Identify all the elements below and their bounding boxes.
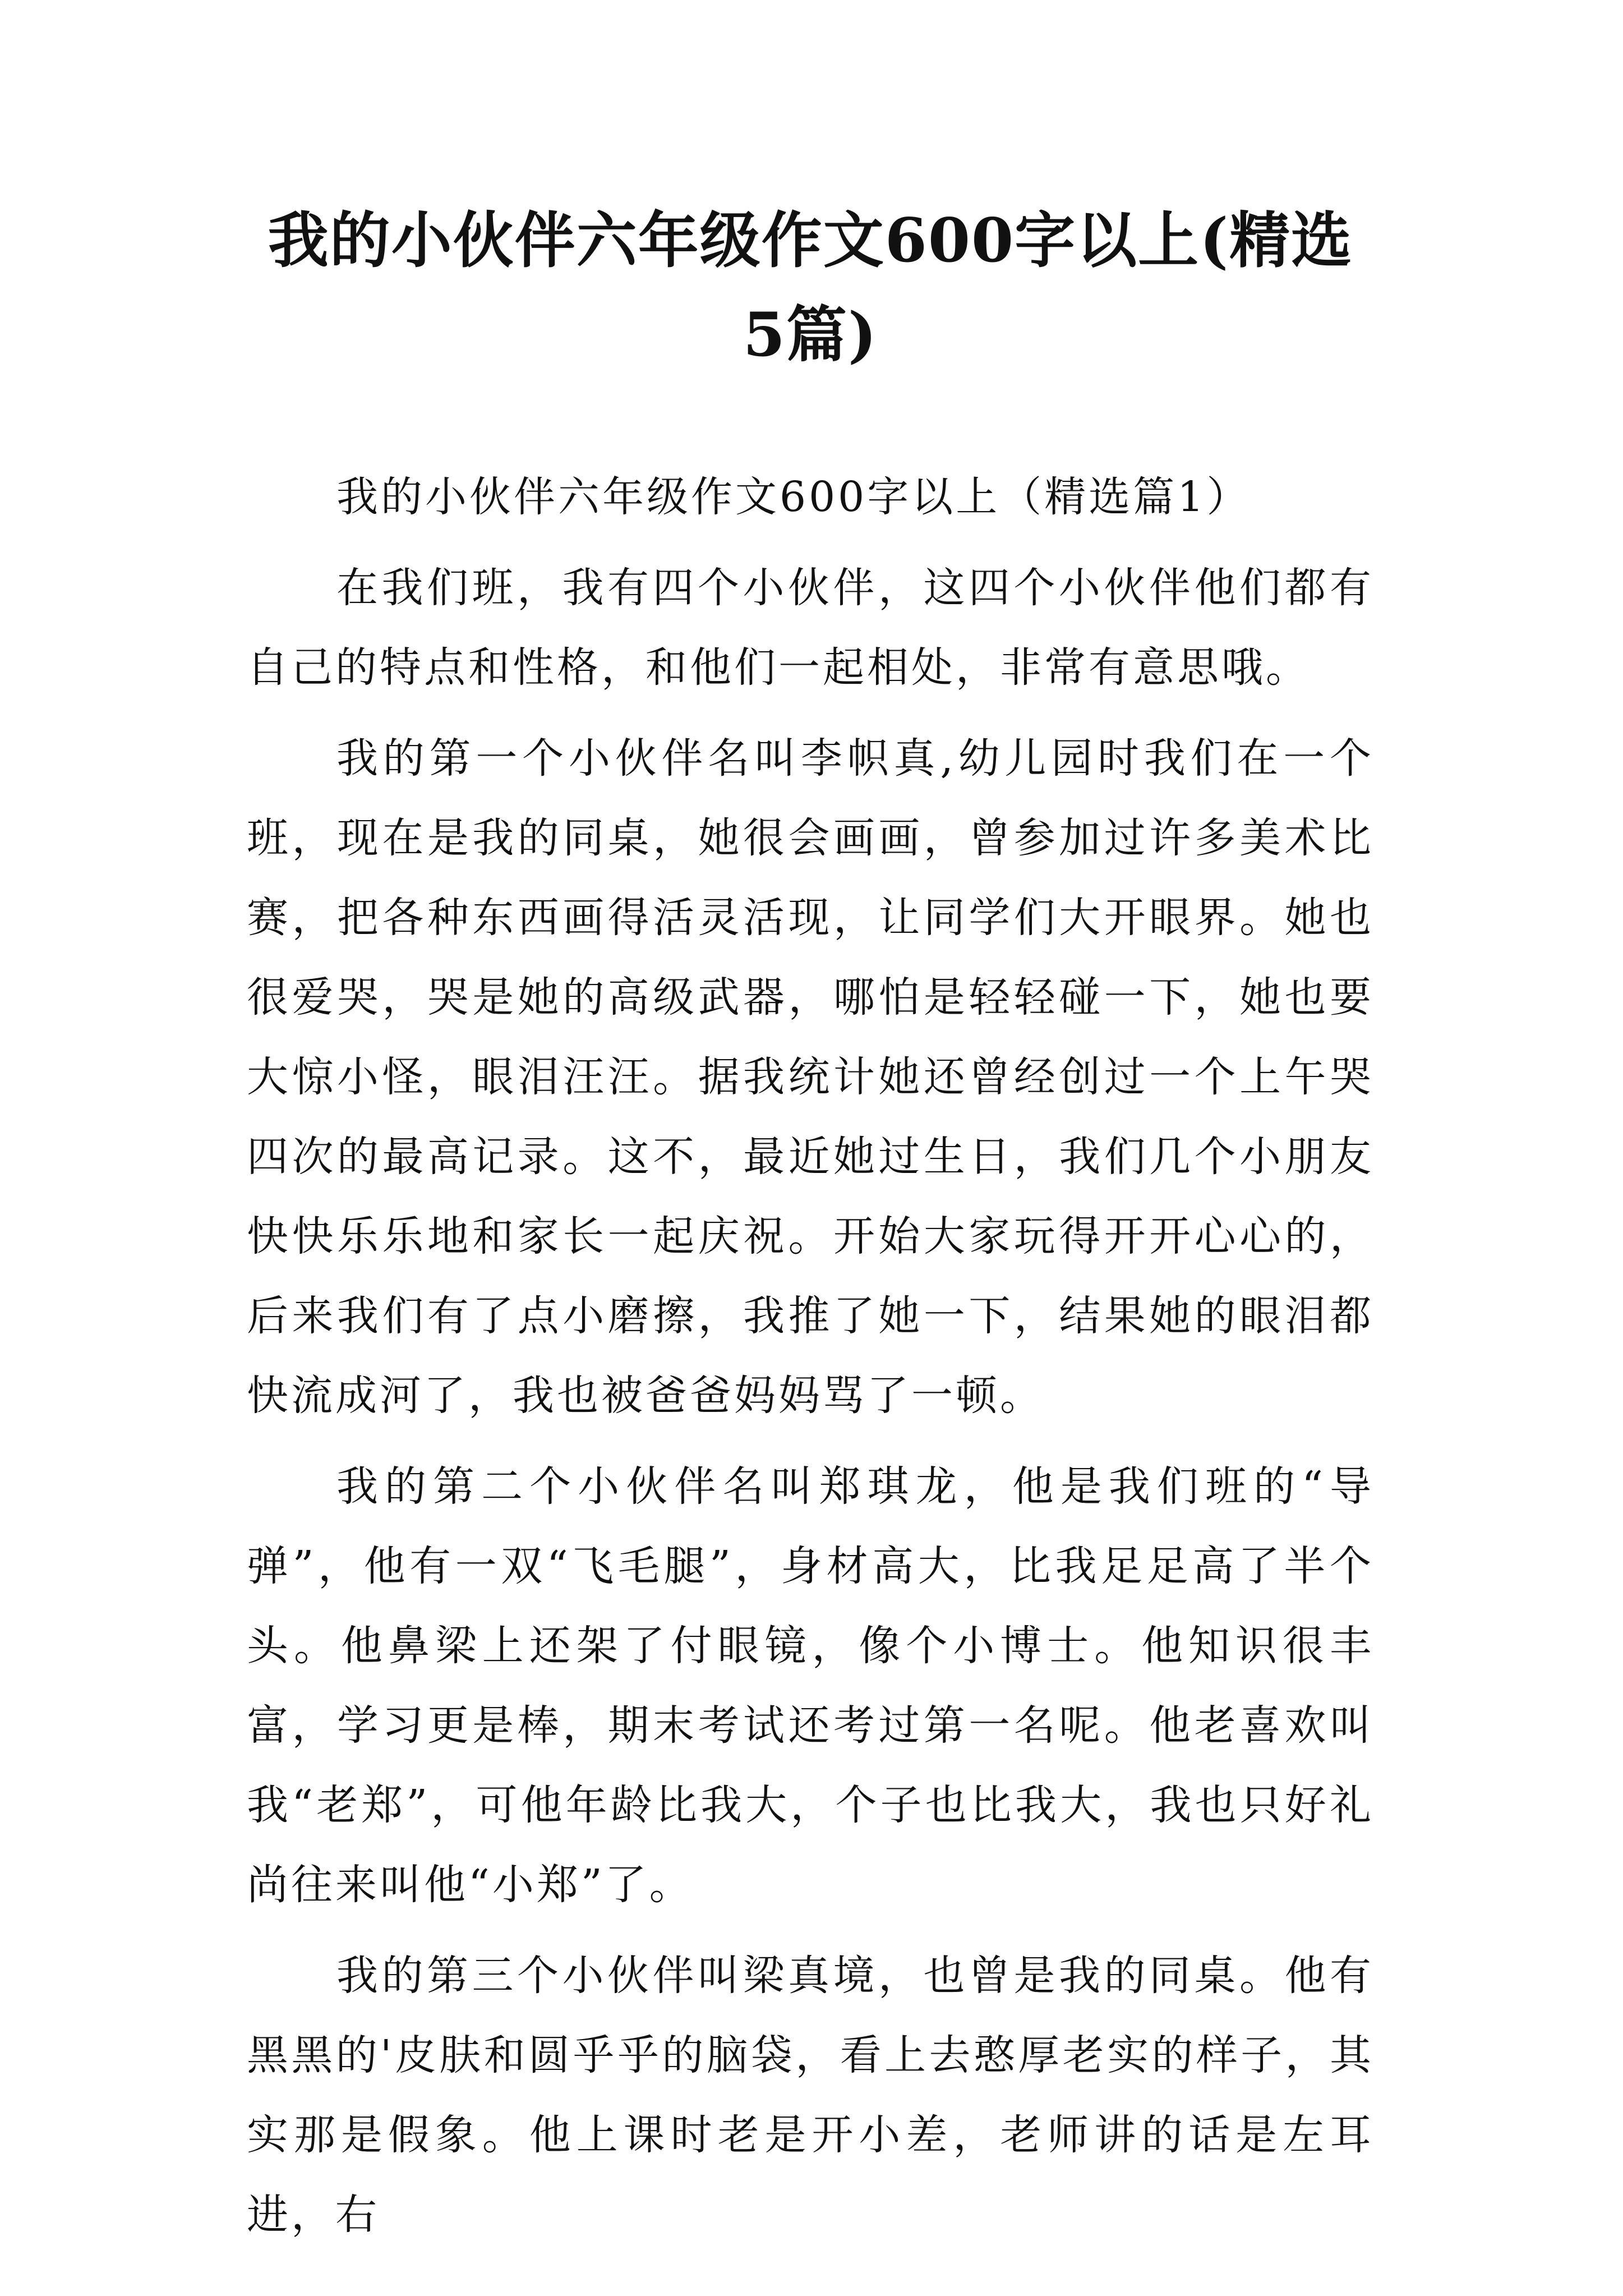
document-title: 我的小伙伴六年级作文600字以上(精选5篇) xyxy=(268,205,1353,370)
paragraph-intro: 在我们班，我有四个小伙伴，这四个小伙伴他们都有自己的特点和性格，和他们一起相处，非常有意思哦。 xyxy=(247,564,1374,692)
section-heading: 我的小伙伴六年级作文600字以上（精选篇1） xyxy=(336,473,1251,521)
paragraph-second-friend: 我的第二个小伙伴名叫郑琪龙，他是我们班的“导弹”，他有一双“飞毛腿”，身材高大，比我足足高了半个头。他鼻梁上还架了付眼镜，像个小博士。他知识很丰富，学习更是棒，期末考试还考过第一名呢。他老喜欢叫我“老郑”，可他年龄比我大，个子也比我大，我也只好礼尚往来叫他“小郑”了。 xyxy=(247,1462,1374,1909)
document-body xyxy=(247,457,1374,2266)
paragraph-third-friend: 我的第三个小伙伴叫梁真境，也曾是我的同桌。他有黑黑的'皮肤和圆乎乎的脑袋，看上去憨厚老实的样子，其实那是假象。他上课时老是开小差，老师讲的话是左耳进，右 xyxy=(247,1952,1374,2239)
paragraph-first-friend: 我的第一个小伙伴名叫李帜真,幼儿园时我们在一个班，现在是我的同桌，她很会画画，曾参加过许多美术比赛，把各种东西画得活灵活现，让同学们大开眼界。她也很爱哭，哭是她的高级武器，哪怕是轻轻碰一下，她也要大惊小怪，眼泪汪汪。据我统计她还曾经创过一个上午哭四次的最高记录。这不，最近她过生日，我们几个小朋友快快乐乐地和家长一起庆祝。开始大家玩得开开心心的，后来我们有了点小磨擦，我推了她一下，结果她的眼泪都快流成河了，我也被爸爸妈妈骂了一顿。 xyxy=(247,734,1374,1420)
